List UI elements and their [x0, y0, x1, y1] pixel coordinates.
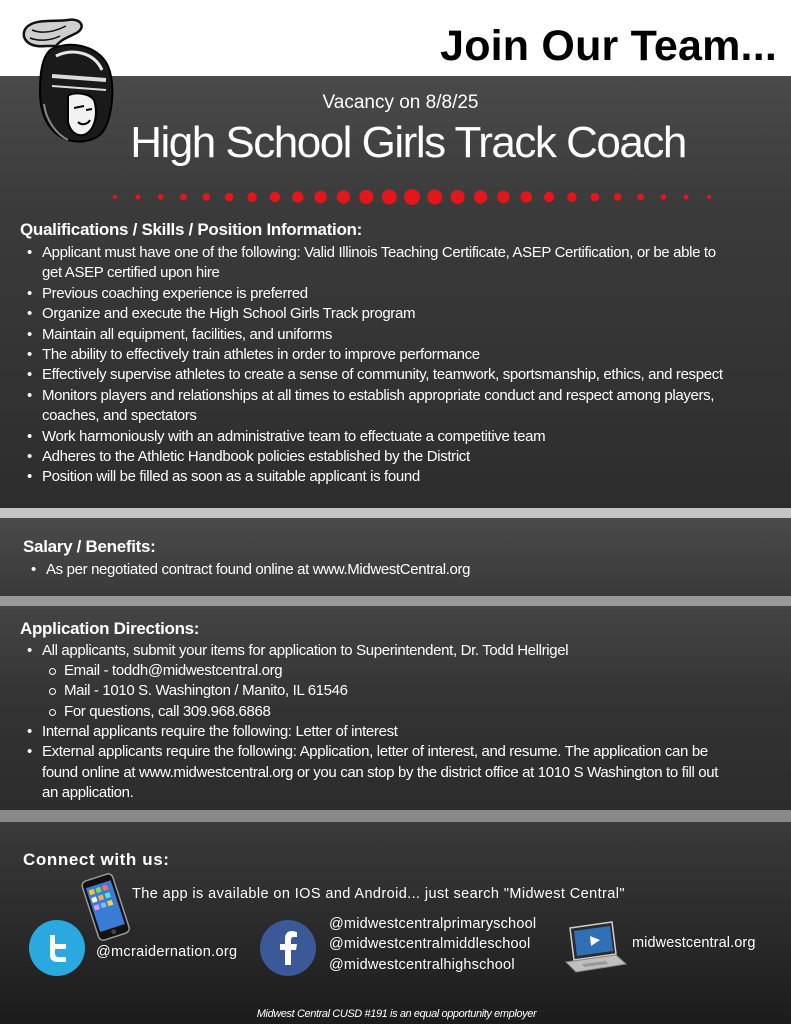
decorative-dot-divider: [0, 186, 791, 208]
app-availability-text: The app is available on IOS and Android... just search "Midwest Central": [132, 886, 625, 902]
list-item: • Work harmoniously with an administrative team to effectuate a competitive team: [22, 427, 782, 447]
salary-list: [26, 560, 766, 580]
divider-dot: [474, 190, 487, 203]
facebook-handles: [329, 914, 536, 975]
divider-dot: [404, 189, 420, 205]
contact-mail: Mail - 1010 S. Washington / Manito, IL 61546: [22, 681, 782, 701]
divider-dot: [497, 191, 509, 203]
divider-dot: [359, 190, 373, 204]
knight-helmet-icon: [16, 16, 120, 146]
facebook-handle-primary[interactable]: @midwestcentralprimaryschool: [329, 916, 537, 932]
divider-dot: [660, 194, 666, 200]
page-headline: Join Our Team...: [440, 22, 777, 70]
list-item: • Organize and execute the High School Girls Track program: [22, 304, 782, 324]
contact-phone: For questions, call 309.968.6868: [22, 702, 782, 722]
divider-dot: [544, 192, 554, 202]
facebook-handle-middle[interactable]: @midwestcentralmiddleschool: [329, 936, 531, 953]
divider-dot: [684, 195, 689, 200]
list-item: • Effectively supervise athletes to create a sense of community, teamwork, sportsmanship, ethics, and respect: [22, 365, 782, 385]
twitter-handle[interactable]: @mcraidernation.org: [96, 944, 238, 960]
divider-dot: [521, 191, 532, 202]
divider-dot: [614, 193, 622, 201]
footer-eeo-statement: Midwest Central CUSD #191 is an equal opportunity employer: [256, 1008, 537, 1020]
divider-dot: [337, 190, 350, 203]
qualifications-list: [22, 243, 782, 488]
list-item: • Monitors players and relationships at all times to establish appropriate conduct and respect among players, coaches, and spectators: [22, 386, 782, 427]
list-item: • Adheres to the Athletic Handbook policies established by the District: [22, 447, 782, 467]
list-item: • Maintain all equipment, facilities, and uniforms: [22, 325, 782, 345]
qualifications-heading: Qualifications / Skills / Position Information:: [20, 220, 362, 239]
divider-dot: [247, 192, 257, 202]
salary-heading: Salary / Benefits:: [23, 537, 156, 556]
list-item: • As per negotiated contract found online at www.MidwestCentral.org: [26, 560, 766, 580]
facebook-f-icon[interactable]: [259, 919, 317, 977]
divider: [0, 810, 791, 822]
divider-dot: [591, 193, 600, 202]
position-title: High School Girls Track Coach: [130, 118, 686, 167]
divider: [0, 508, 791, 518]
list-item: • External applicants require the following: Application, letter of interest, and resume. The application can be found online at www.midwestcentral.org or you can stop by the district office at 1010 S Washington to fill out an application.: [22, 742, 782, 803]
list-item: • All applicants, submit your items for application to Superintendent, Dr. Todd Hellrigel: [22, 641, 782, 661]
list-item: • The ability to effectively train athletes in order to improve performance: [22, 345, 782, 365]
application-requirements-list: [22, 722, 782, 804]
divider-dot: [225, 193, 234, 202]
divider-dot: [451, 190, 465, 204]
facebook-handle-high[interactable]: @midwestcentralhighschool: [329, 956, 515, 973]
application-contact-list: [22, 661, 782, 722]
list-item: • Previous coaching experience is preferred: [22, 284, 782, 304]
list-item: • Position will be filled as soon as a suitable applicant is found: [22, 467, 782, 487]
twitter-bird-icon[interactable]: [28, 919, 86, 977]
website-link[interactable]: midwestcentral.org: [632, 935, 756, 951]
divider-dot: [180, 194, 187, 201]
divider-dot: [135, 195, 140, 200]
divider-dot: [203, 193, 211, 201]
laptop-icon: [562, 920, 628, 976]
divider-dot: [567, 192, 577, 202]
divider-dot: [158, 194, 164, 200]
salary-panel: [0, 518, 791, 596]
divider: [0, 596, 791, 606]
divider-dot: [314, 191, 326, 203]
list-item: • Internal applicants require the following: Letter of interest: [22, 722, 782, 742]
divider-dot: [427, 190, 442, 205]
list-item: • Applicant must have one of the following: Valid Illinois Teaching Certificate, ASEP Certification, or be able to get ASEP certified upon hire: [22, 243, 782, 284]
divider-dot: [637, 194, 644, 201]
application-heading: Application Directions:: [20, 619, 200, 638]
divider-dot: [292, 191, 303, 202]
divider-dot: [113, 195, 117, 199]
divider-dot: [707, 195, 711, 199]
divider-dot: [382, 190, 397, 205]
vacancy-date: Vacancy on 8/8/25: [322, 92, 479, 113]
divider-dot: [270, 192, 280, 202]
contact-email: Email - toddh@midwestcentral.org: [22, 661, 782, 681]
smartphone-icon: [78, 872, 134, 944]
application-list: [22, 641, 782, 661]
connect-heading: Connect with us:: [23, 850, 170, 869]
